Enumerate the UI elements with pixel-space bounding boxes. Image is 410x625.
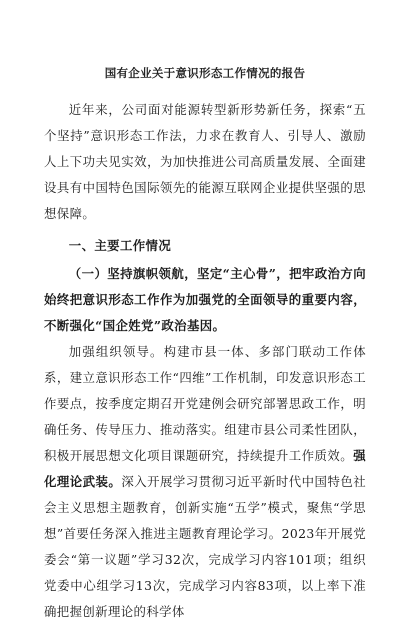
document-title: 国有企业关于意识形态工作情况的报告 [104,66,306,80]
body-text-part2: 深入开展学习贯彻习近平新时代中国特色社会主义思想主题教育，创新实施“五学”模式，聚焦“学思想”首要任务深入推进主题教育理论学习。2023年开展党委会“第一议题”学习32次，完成学习内容101项；组织党委中心组学习13次，完成学习内容83项，以上率下准确把握创新理论的科学体 [44,474,366,619]
body-paragraph [44,339,366,625]
body-bold-phrase: 强化理论武装。 [44,448,366,489]
body-text-part1: 加强组织领导。构建市县一体、多部门联动工作体系，建立意识形态工作“四维”工作机制，印发意识形态工作要点，按季度定期召开党建例会研究部署思政工作，明确任务、传导压力、推动落实。组建市县公司柔性团队，积极开展思想文化项目课题研究，持续提升工作质效。 [44,344,366,463]
section-heading: 一、主要工作情况 [68,238,172,253]
intro-paragraph: 近年来，公司面对能源转型新形势新任务，探索“五个坚持”意识形态工作法，力求在教育人、引导人、激励人上下功夫见实效，为加快推进公司高质量发展、全面建设具有中国特色国际领先的能源互联网企业提供坚强的思想保障。 [44,102,366,221]
subsection-lead: （一）坚持旗帜领航，坚定“主心骨”，把牢政治方向始终把意识形态工作作为加强党的全面领导的重要内容，不断强化“国企姓党”政治基因。 [44,266,366,333]
